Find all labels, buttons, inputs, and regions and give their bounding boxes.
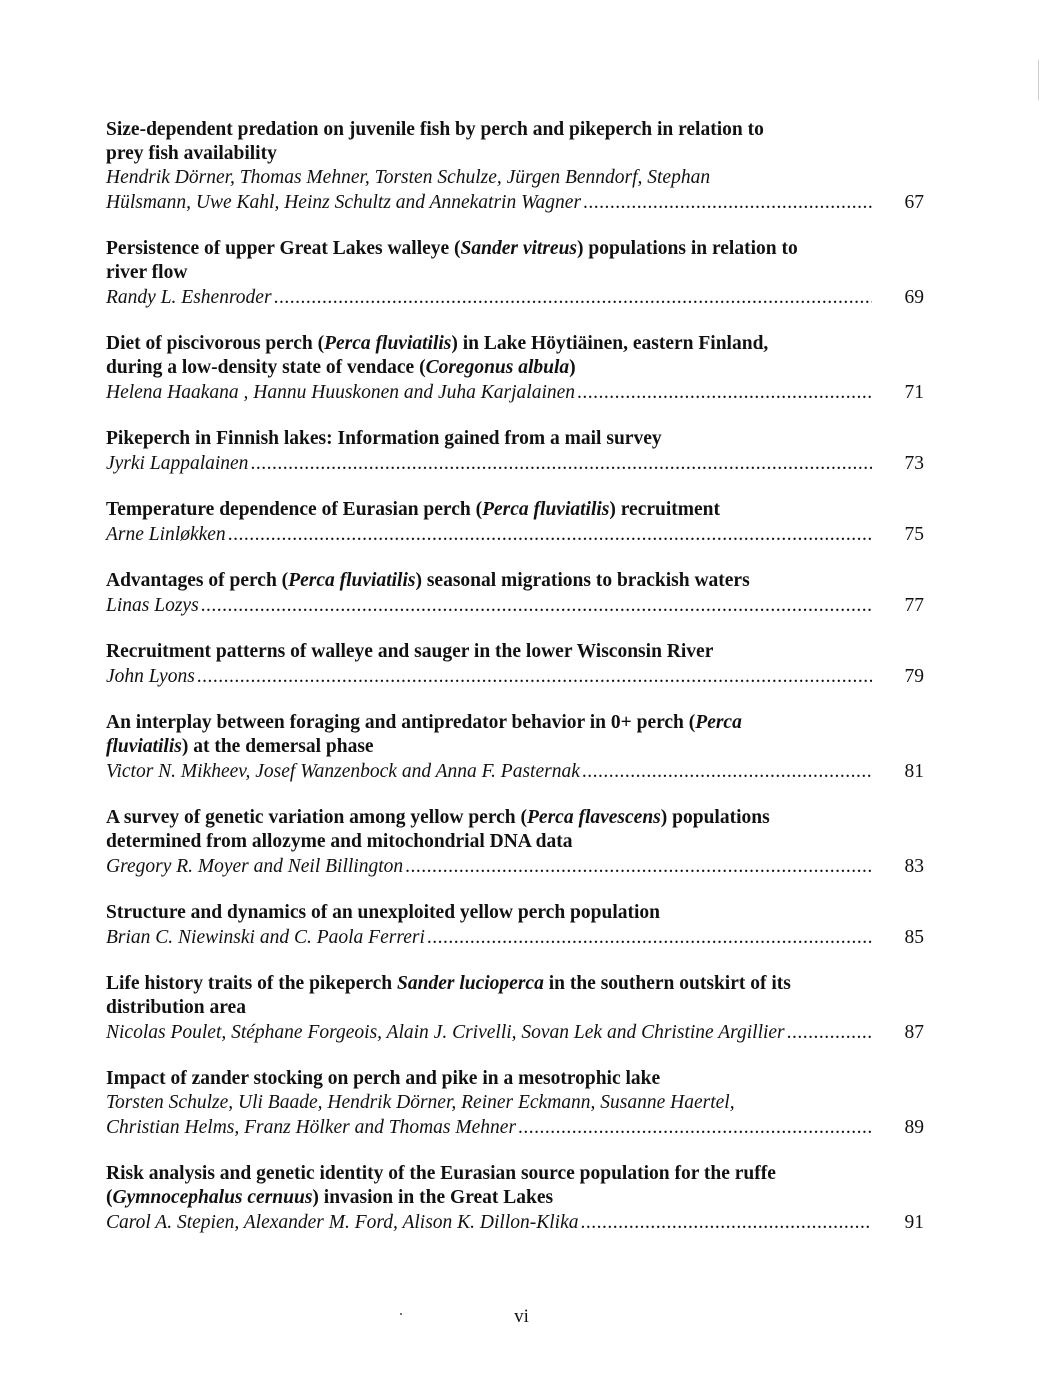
entry-page-number: 87: [904, 1022, 924, 1043]
toc-entry: [106, 972, 924, 1045]
page-number: vi: [514, 1306, 529, 1327]
entry-page-number: 71: [904, 382, 924, 403]
toc-entry: [106, 498, 924, 547]
entry-title-line: Recruitment patterns of walleye and sauger in the lower Wisconsin River: [106, 641, 714, 662]
entry-title-line: Impact of zander stocking on perch and pike in a mesotrophic lake: [106, 1068, 661, 1089]
entry-authors-last-line: Gregory R. Moyer and Neil Billington: [106, 856, 404, 877]
entry-authors-line: Hendrik Dörner, Thomas Mehner, Torsten Schulze, Jürgen Benndorf, Stephan: [106, 167, 711, 188]
dot-leader: [581, 1210, 873, 1235]
entry-title-line: (Gymnocephalus cernuus) invasion in the Great Lakes: [106, 1187, 554, 1208]
entry-title-line: during a low-density state of vendace (Coregonus albula): [106, 357, 576, 378]
dot-leader: [583, 190, 872, 215]
entry-title-line: Advantages of perch (Perca fluviatilis) seasonal migrations to brackish waters: [106, 570, 750, 591]
entry-authors-leader: [106, 593, 924, 618]
entry-authors-last-line: Randy L. Eshenroder: [106, 287, 272, 308]
toc-entry: [106, 118, 924, 215]
dot-leader: [577, 380, 872, 405]
entry-title-line: prey fish availability: [106, 143, 277, 164]
entry-page-number: 91: [904, 1212, 924, 1233]
entry-authors-last-line: Victor N. Mikheev, Josef Wanzenbock and Anna F. Pasternak: [106, 761, 580, 782]
entry-title-line: An interplay between foraging and antipredator behavior in 0+ perch (Perca: [106, 712, 742, 733]
table-of-contents: [106, 118, 924, 1257]
entry-authors-leader: [106, 1210, 924, 1235]
dot-leader: [518, 1115, 872, 1140]
entry-authors-leader: [106, 664, 924, 689]
entry-title-line: Diet of piscivorous perch (Perca fluviatilis) in Lake Höytiäinen, eastern Finland,: [106, 333, 769, 354]
toc-entry: [106, 332, 924, 405]
entry-authors-leader: [106, 925, 924, 950]
entry-authors-leader: [106, 285, 924, 310]
entry-authors-last-line: Helena Haakana , Hannu Huuskonen and Juha Karjalainen: [106, 382, 576, 403]
entry-page-number: 81: [904, 761, 924, 782]
toc-entry: [106, 901, 924, 950]
entry-authors-last-line: Linas Lozys: [106, 595, 199, 616]
toc-entry: [106, 237, 924, 310]
entry-authors-last-line: Nicolas Poulet, Stéphane Forgeois, Alain J. Crivelli, Sovan Lek and Christine Argillier: [106, 1022, 785, 1043]
entry-title-line: Structure and dynamics of an unexploited yellow perch population: [106, 902, 661, 923]
dot-leader: [582, 759, 872, 784]
dot-leader: [405, 854, 872, 879]
entry-authors-last-line: Hülsmann, Uwe Kahl, Heinz Schultz and Annekatrin Wagner: [106, 192, 582, 213]
entry-page-number: 73: [904, 453, 924, 474]
dot-leader: [201, 593, 872, 618]
entry-title-line: Size-dependent predation on juvenile fish by perch and pikeperch in relation to: [106, 119, 764, 140]
dot-leader: [427, 925, 872, 950]
dot-leader: [228, 522, 872, 547]
toc-entry: [106, 806, 924, 879]
entry-page-number: 83: [904, 856, 924, 877]
dot-leader: [197, 664, 872, 689]
toc-entry: [106, 640, 924, 689]
page-edge-mark: [1038, 60, 1039, 100]
toc-entry: [106, 427, 924, 476]
entry-title-line: distribution area: [106, 997, 246, 1018]
entry-page-number: 67: [904, 192, 924, 213]
entry-title-line: determined from allozyme and mitochondrial DNA data: [106, 831, 573, 852]
toc-entry: [106, 1162, 924, 1235]
toc-entry: [106, 569, 924, 618]
entry-authors-last-line: Jyrki Lappalainen: [106, 453, 249, 474]
entry-title-line: Risk analysis and genetic identity of the Eurasian source population for the ruffe: [106, 1163, 776, 1184]
entry-page-number: 79: [904, 666, 924, 687]
dot-leader: [250, 451, 872, 476]
entry-page-number: 75: [904, 524, 924, 545]
entry-title-line: A survey of genetic variation among yellow perch (Perca flavescens) populations: [106, 807, 770, 828]
entry-title-line: Life history traits of the pikeperch Sander lucioperca in the southern outskirt of its: [106, 973, 791, 994]
entry-title-line: Persistence of upper Great Lakes walleye (Sander vitreus) populations in relation to: [106, 238, 798, 259]
entry-title-line: Temperature dependence of Eurasian perch (Perca fluviatilis) recruitment: [106, 499, 721, 520]
entry-page-number: 85: [904, 927, 924, 948]
entry-authors-leader: [106, 1020, 924, 1045]
entry-authors-leader: [106, 854, 924, 879]
toc-entry: [106, 711, 924, 784]
entry-authors-leader: [106, 1115, 924, 1140]
entry-title-line: Pikeperch in Finnish lakes: Information gained from a mail survey: [106, 428, 662, 449]
entry-authors-leader: [106, 380, 924, 405]
entry-authors-last-line: Arne Linløkken: [106, 524, 226, 545]
entry-title-line: fluviatilis) at the demersal phase: [106, 736, 374, 757]
entry-authors-last-line: Carol A. Stepien, Alexander M. Ford, Alison K. Dillon-Klika: [106, 1212, 579, 1233]
entry-authors-line: Torsten Schulze, Uli Baade, Hendrik Dörner, Reiner Eckmann, Susanne Haertel,: [106, 1092, 735, 1113]
entry-page-number: 69: [904, 287, 924, 308]
toc-entry: [106, 1067, 924, 1140]
dot-leader: [787, 1020, 872, 1045]
entry-authors-leader: [106, 759, 924, 784]
entry-authors-leader: [106, 451, 924, 476]
entry-authors-last-line: Christian Helms, Franz Hölker and Thomas Mehner: [106, 1117, 517, 1138]
entry-authors-last-line: John Lyons: [106, 666, 195, 687]
entry-page-number: 77: [904, 595, 924, 616]
dot-leader: [274, 285, 872, 310]
entry-authors-leader: [106, 190, 924, 215]
entry-page-number: 89: [904, 1117, 924, 1138]
entry-authors-leader: [106, 522, 924, 547]
entry-authors-last-line: Brian C. Niewinski and C. Paola Ferreri: [106, 927, 425, 948]
entry-title-line: river flow: [106, 262, 188, 283]
